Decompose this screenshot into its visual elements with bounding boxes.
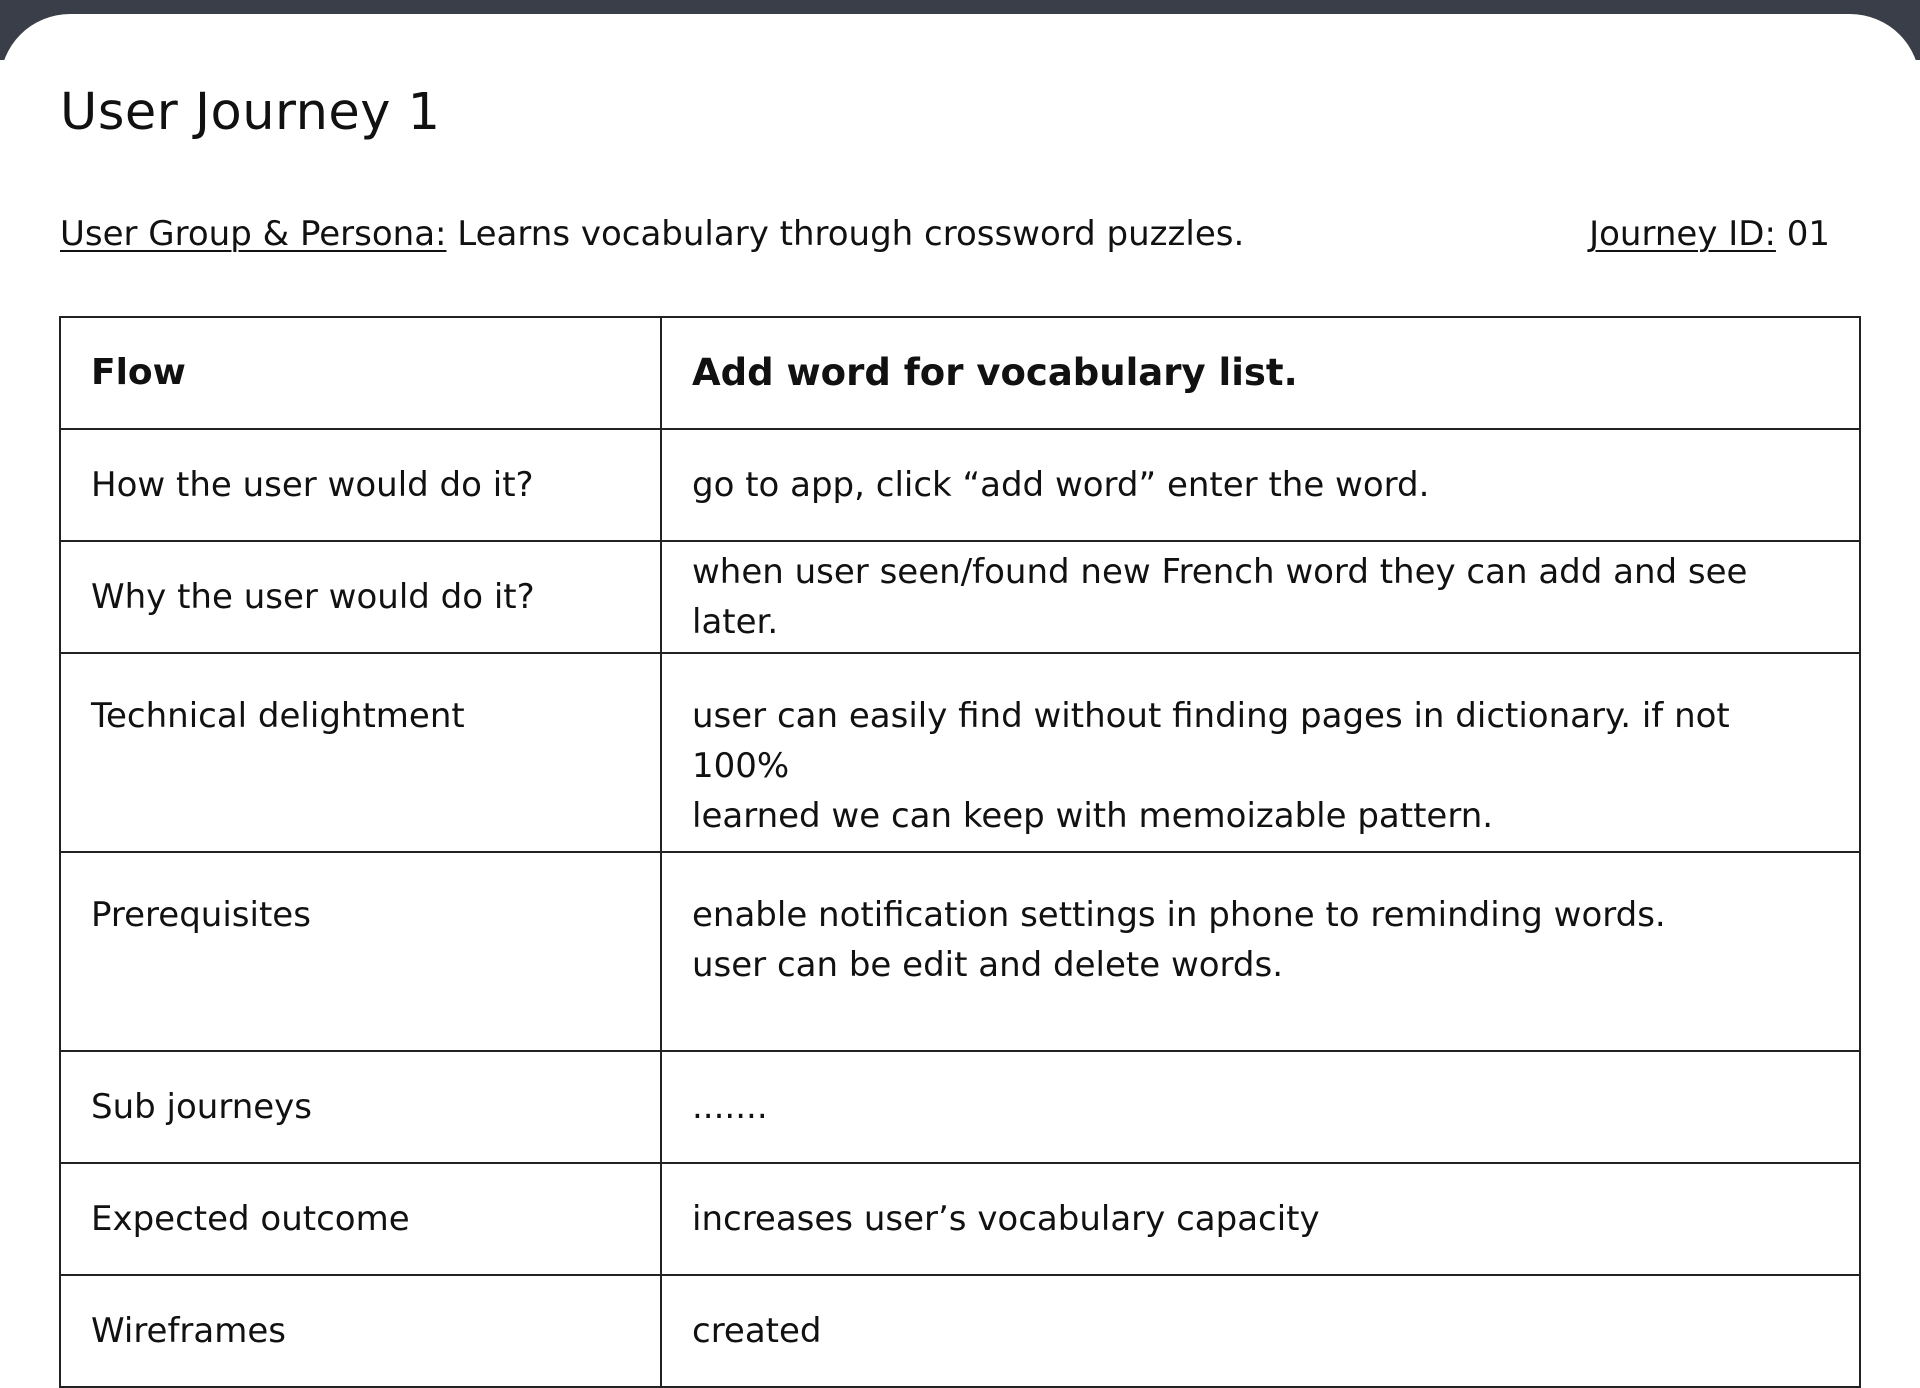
row-value-cell [661, 653, 1860, 852]
row-value-line: learned we can keep with memoizable pattern. [692, 796, 1494, 836]
row-value-line: go to app, click “add word” enter the word. [692, 465, 1430, 505]
table-row [60, 429, 1860, 541]
row-value-line: user can be edit and delete words. [692, 945, 1284, 985]
table-row [60, 541, 1860, 653]
persona-label: User Group & Persona: [60, 214, 447, 254]
row-label-cell: Expected outcome [60, 1163, 661, 1275]
row-label-cell: How the user would do it? [60, 429, 661, 541]
page-title: User Journey 1 [60, 83, 441, 142]
persona-value: Learns vocabulary through crossword puzzles. [457, 214, 1245, 254]
row-value-cell [661, 429, 1860, 541]
row-label-cell: Wireframes [60, 1275, 661, 1387]
row-label-cell: Why the user would do it? [60, 541, 661, 653]
row-value-cell [661, 852, 1860, 1051]
table-row [60, 653, 1860, 852]
row-value-line: when user seen/found new French word they can add and see later. [692, 552, 1748, 642]
row-label-cell: Prerequisites [60, 852, 661, 1051]
table-row [60, 1275, 1860, 1387]
journey-table [59, 316, 1861, 1388]
row-label-cell: Sub journeys [60, 1051, 661, 1163]
row-value-line: ....... [692, 1087, 768, 1127]
persona-line [60, 210, 1244, 258]
flow-value-cell: Add word for vocabulary list. [661, 317, 1860, 429]
row-value-line: created [692, 1311, 822, 1351]
row-value-cell [661, 1051, 1860, 1163]
row-value-line: user can easily find without finding pages in dictionary. if not 100% [692, 696, 1730, 786]
journey-id-line [1589, 210, 1830, 258]
row-value-cell [661, 541, 1860, 653]
table-row [60, 1163, 1860, 1275]
table-row [60, 852, 1860, 1051]
table-header-row [60, 317, 1860, 429]
flow-label-cell: Flow [60, 317, 661, 429]
row-value-line: increases user’s vocabulary capacity [692, 1199, 1320, 1239]
document-card [0, 14, 1920, 1356]
row-value-cell [661, 1275, 1860, 1387]
row-value-line: enable notification settings in phone to reminding words. [692, 895, 1666, 935]
meta-row [60, 210, 1830, 258]
journey-id-label: Journey ID: [1589, 214, 1776, 254]
journey-id-value: 01 [1786, 214, 1830, 254]
row-value-cell [661, 1163, 1860, 1275]
table-row [60, 1051, 1860, 1163]
row-label-cell: Technical delightment [60, 653, 661, 852]
